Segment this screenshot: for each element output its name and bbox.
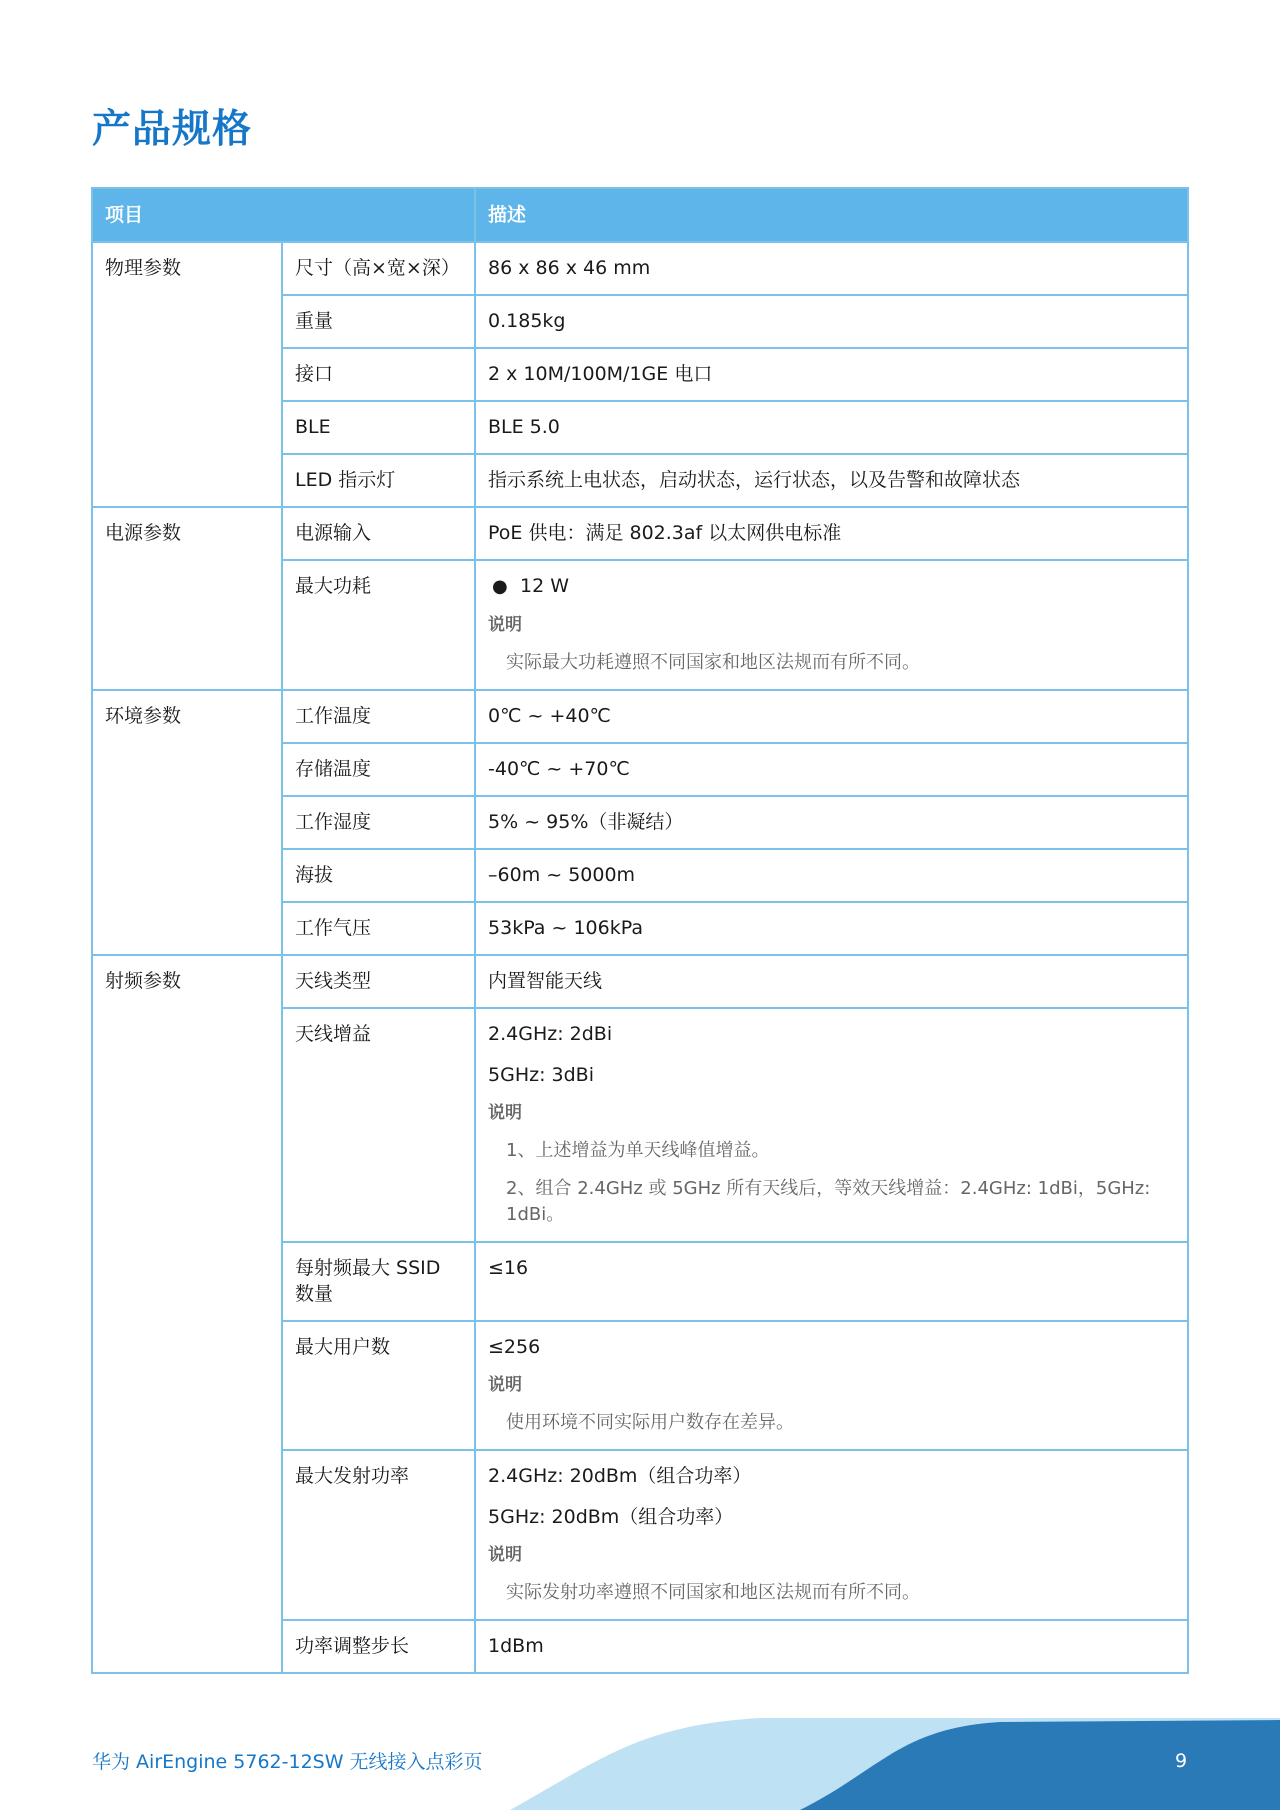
item-cell: 电源输入 <box>282 507 475 560</box>
table-row <box>92 690 1188 743</box>
item-cell: BLE <box>282 401 475 454</box>
item-cell: 重量 <box>282 295 475 348</box>
note-title: 说明 <box>488 1103 523 1123</box>
item-cell: 工作温度 <box>282 690 475 743</box>
description-cell <box>475 902 1188 955</box>
item-cell: 尺寸（高×宽×深） <box>282 242 475 295</box>
bullet-text: 12 W <box>520 575 570 597</box>
note-text: 1、上述增益为单天线峰值增益。 <box>506 1140 770 1161</box>
description-text: 86 x 86 x 46 mm <box>488 257 651 279</box>
description-cell <box>475 454 1188 507</box>
item-cell: 功率调整步长 <box>282 1620 475 1673</box>
note-text: 实际最大功耗遵照不同国家和地区法规而有所不同。 <box>506 652 921 673</box>
table-row <box>92 242 1188 295</box>
description-text: 0.185kg <box>488 310 566 332</box>
description-cell <box>475 401 1188 454</box>
description-cell <box>475 1450 1188 1620</box>
table-header-row <box>92 188 1188 242</box>
header-item: 项目 <box>92 188 475 242</box>
description-cell <box>475 1321 1188 1450</box>
table-body <box>92 242 1188 1673</box>
description-text: 53kPa ~ 106kPa <box>488 917 643 939</box>
description-text: 5GHz: 20dBm（组合功率） <box>488 1506 734 1528</box>
description-text: 1dBm <box>488 1635 544 1657</box>
item-cell: 最大功耗 <box>282 560 475 690</box>
item-cell: 工作气压 <box>282 902 475 955</box>
category-cell: 环境参数 <box>92 690 282 955</box>
item-cell: 每射频最大 SSID 数量 <box>282 1242 475 1321</box>
description-cell <box>475 242 1188 295</box>
note-title: 说明 <box>488 1545 523 1565</box>
item-cell: 天线增益 <box>282 1008 475 1242</box>
item-cell: 天线类型 <box>282 955 475 1008</box>
table-row <box>92 955 1188 1008</box>
item-cell: 最大发射功率 <box>282 1450 475 1620</box>
description-text: 5GHz: 3dBi <box>488 1064 594 1086</box>
description-cell <box>475 690 1188 743</box>
spec-table <box>91 187 1189 1674</box>
item-cell: 接口 <box>282 348 475 401</box>
note-text: 实际发射功率遵照不同国家和地区法规而有所不同。 <box>506 1582 921 1603</box>
item-cell: LED 指示灯 <box>282 454 475 507</box>
description-cell <box>475 955 1188 1008</box>
page-title: 产品规格 <box>92 107 253 152</box>
description-cell <box>475 560 1188 690</box>
description-text: 2.4GHz: 20dBm（组合功率） <box>488 1465 752 1487</box>
description-cell <box>475 1242 1188 1321</box>
description-text: ≤256 <box>488 1336 541 1358</box>
item-cell: 海拔 <box>282 849 475 902</box>
page-number: 9 <box>1175 1750 1188 1772</box>
description-cell <box>475 796 1188 849</box>
bullet-item <box>488 573 1175 600</box>
category-cell: 射频参数 <box>92 955 282 1673</box>
description-text: 内置智能天线 <box>488 970 603 992</box>
description-text: ≤16 <box>488 1257 529 1279</box>
description-cell <box>475 849 1188 902</box>
note-title: 说明 <box>488 615 523 635</box>
description-text: 5% ~ 95%（非凝结） <box>488 811 684 833</box>
category-cell: 物理参数 <box>92 242 282 507</box>
description-text: PoE 供电：满足 802.3af 以太网供电标准 <box>488 522 842 544</box>
bullet-dot-icon: ● <box>492 576 508 597</box>
category-cell: 电源参数 <box>92 507 282 690</box>
description-text: 指示系统上电状态，启动状态，运行状态，以及告警和故障状态 <box>488 469 1021 491</box>
description-cell <box>475 1008 1188 1242</box>
footer-title: 华为 AirEngine 5762-12SW 无线接入点彩页 <box>92 1751 483 1773</box>
header-description: 描述 <box>475 188 1188 242</box>
item-cell: 最大用户数 <box>282 1321 475 1450</box>
description-text: 0℃ ~ +40℃ <box>488 705 611 727</box>
description-text: 2 x 10M/100M/1GE 电口 <box>488 363 713 385</box>
description-cell <box>475 743 1188 796</box>
description-cell <box>475 295 1188 348</box>
description-cell <box>475 348 1188 401</box>
description-text: –60m ~ 5000m <box>488 864 636 886</box>
note-title: 说明 <box>488 1375 523 1395</box>
item-cell: 工作湿度 <box>282 796 475 849</box>
description-cell <box>475 1620 1188 1673</box>
description-text: 2.4GHz: 2dBi <box>488 1023 613 1045</box>
description-cell <box>475 507 1188 560</box>
table-row <box>92 507 1188 560</box>
description-text: -40℃ ~ +70℃ <box>488 758 630 780</box>
description-text: BLE 5.0 <box>488 416 560 438</box>
note-text: 使用环境不同实际用户数存在差异。 <box>506 1412 795 1433</box>
item-cell: 存储温度 <box>282 743 475 796</box>
note-text: 2、组合 2.4GHz 或 5GHz 所有天线后，等效天线增益：2.4GHz: 1dBi，5GHz: 1dBi。 <box>506 1178 1151 1225</box>
